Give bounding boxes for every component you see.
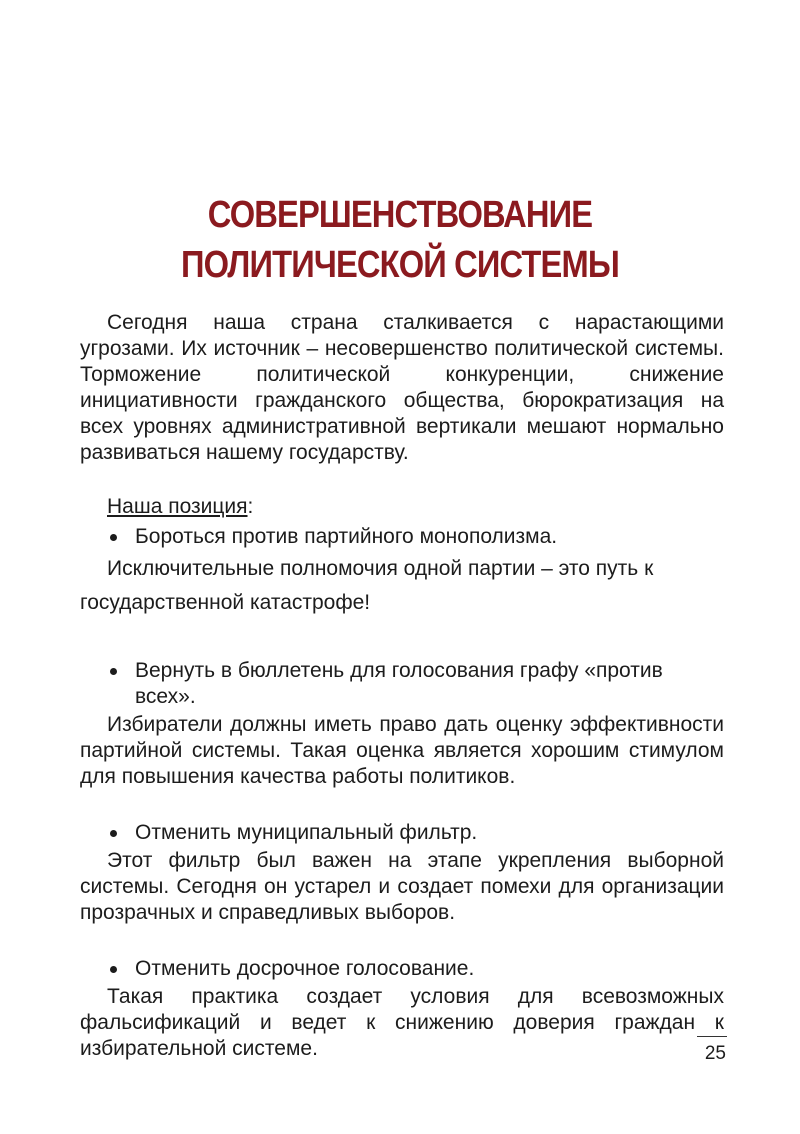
title-line-2: ПОЛИТИЧЕСКОЙ СИСТЕМЫ [181, 244, 619, 286]
bullet-item-4: Отменить досрочное голосование. [80, 956, 724, 982]
item-3-text: Этот фильтр был важен на этапе укрепления выборной системы. Сегодня он устарел и создает помехи для организации прозрачных и справедливых выборов. [80, 849, 724, 924]
intro-paragraph: Сегодня наша страна сталкивается с нарастающими угрозами. Их источник – несовершенство политической системы. Торможение политической конкуренции, снижение инициативности гражданского общества, бюрократизация на всех уровнях административной вертикали мешают нормально развиваться нашему государству. [80, 311, 724, 464]
position-label: Наша позиция [107, 495, 248, 518]
page-number: 25 [704, 1043, 726, 1064]
bullet-item-3: Отменить муниципальный фильтр. [80, 820, 724, 846]
title-line-1: СОВЕРШЕНСТВОВАНИЕ [207, 194, 593, 236]
bullet-item-2: Вернуть в бюллетень для голосования графу «против всех». [80, 658, 724, 710]
item-1-text: Исключительные полномочия одной партии – это путь к [107, 557, 654, 580]
position-colon: : [247, 495, 254, 518]
bullet-item-1: Бороться против партийного монополизма. [80, 524, 724, 550]
body-content [80, 310, 724, 1062]
page-number-rule [697, 1036, 727, 1037]
position-heading [107, 494, 724, 520]
item-2-text: Избиратели должны иметь право дать оценку эффективности партийной системы. Такая оценка является хорошим стимулом для повышения качества работы политиков. [80, 713, 724, 788]
item-1-text-cont: государственной катастрофе! [80, 591, 371, 614]
item-4-text: Такая практика создает условия для всевозможных фальсификаций и ведет к снижению доверия граждан к избирательной системе. [80, 985, 724, 1060]
page-title [56, 190, 744, 290]
